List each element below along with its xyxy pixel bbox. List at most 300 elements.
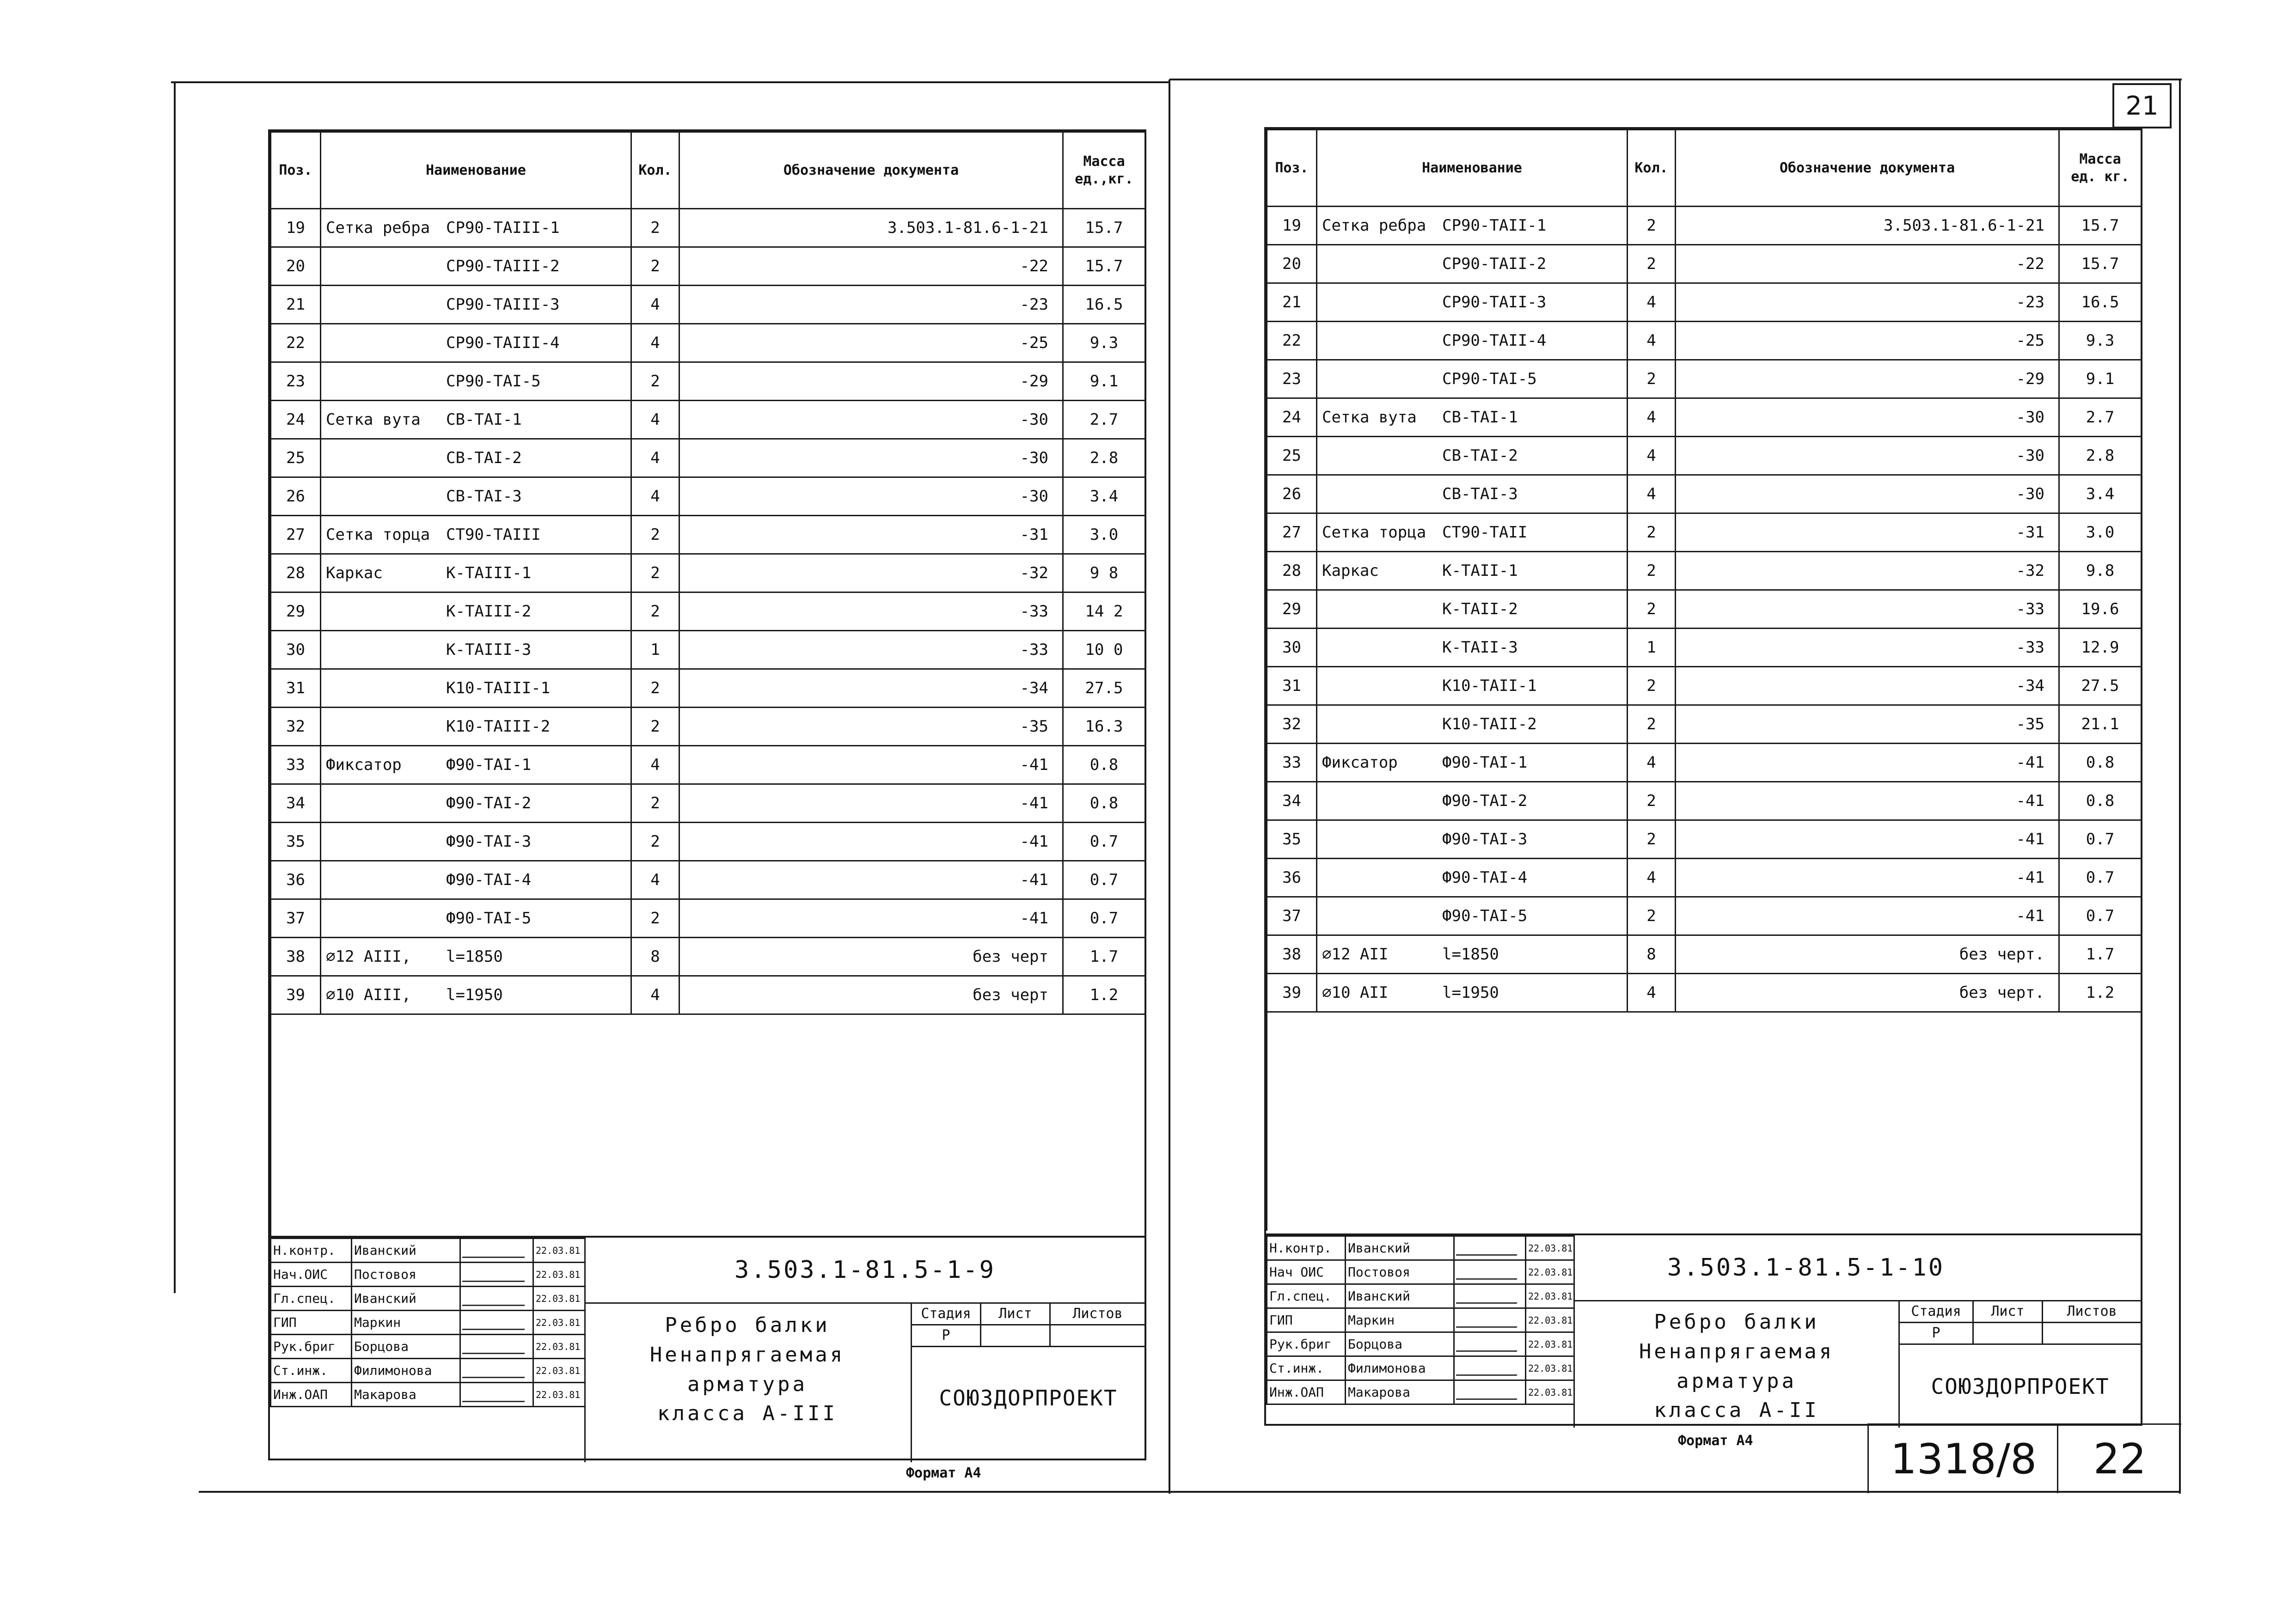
row-pos: 26 — [1267, 475, 1317, 513]
row-mass: 9.3 — [1063, 324, 1145, 362]
row-mass: 3.0 — [2059, 513, 2142, 552]
row-mass: 2.8 — [1063, 439, 1145, 477]
spec-row — [1267, 590, 2142, 629]
row-mass: 16.5 — [1063, 286, 1145, 324]
row-doc: -33 — [679, 631, 1063, 669]
spec-row — [1267, 322, 2142, 360]
signature — [460, 1287, 533, 1311]
row-pos: 32 — [1267, 705, 1317, 744]
row-mark: СР90-ТАII-2 — [1442, 255, 1547, 273]
signer-name: Постовоя — [352, 1263, 460, 1287]
row-pos: 29 — [1267, 590, 1317, 629]
header-pos: Поз. — [271, 132, 321, 209]
row-mark: l=1850 — [1442, 945, 1499, 964]
signature-row — [271, 1239, 585, 1263]
row-mark: К10-ТАII-2 — [1442, 715, 1537, 733]
sign-date: 22.03.81 — [1526, 1236, 1574, 1260]
signature — [1454, 1260, 1526, 1284]
row-doc: -30 — [1676, 437, 2059, 475]
signature-row — [271, 1263, 585, 1287]
signer-role: Рук.бриг — [1267, 1332, 1346, 1356]
row-mass: 16.3 — [1063, 708, 1145, 746]
row-name — [1317, 398, 1628, 437]
row-doc: -41 — [679, 746, 1063, 784]
header-pos: Поз. — [1267, 130, 1317, 207]
row-name — [321, 861, 631, 899]
row-mark: СВ-ТАI-3 — [446, 487, 522, 506]
left-doc-code: 3.503.1-81.5-1-9 — [734, 1256, 996, 1284]
row-qty: 4 — [1628, 398, 1676, 437]
sign-date: 22.03.81 — [533, 1359, 585, 1383]
header-mass: Масса ед.,кг. — [1063, 132, 1145, 209]
row-mass: 12.9 — [2059, 629, 2142, 667]
row-doc: -29 — [1676, 360, 2059, 398]
row-qty: 4 — [631, 976, 679, 1014]
row-mark: СР90-ТАIII-2 — [446, 257, 560, 275]
row-name — [321, 401, 631, 439]
row-group: Фиксатор — [326, 756, 402, 774]
spec-row — [271, 362, 1145, 401]
sign-date: 22.03.81 — [533, 1263, 585, 1287]
left-org-name: СОЮЗДОРПРОЕКТ — [939, 1386, 1118, 1410]
row-mark: СР90-ТАI-5 — [1442, 370, 1537, 388]
header-mass: Масса ед. кг. — [2059, 130, 2142, 207]
row-pos: 35 — [271, 823, 321, 861]
stage-value: Р — [1899, 1323, 1973, 1344]
signature — [1454, 1308, 1526, 1332]
row-mass: 21.1 — [2059, 705, 2142, 744]
spec-row — [271, 209, 1145, 247]
row-pos: 22 — [1267, 322, 1317, 360]
row-name — [321, 439, 631, 477]
row-mark: СР90-ТАII-3 — [1442, 293, 1547, 311]
spec-row — [1267, 437, 2142, 475]
sheets-label: Листов — [1050, 1303, 1145, 1325]
row-pos: 30 — [1267, 629, 1317, 667]
row-doc: -31 — [679, 516, 1063, 554]
signer-role: ГИП — [271, 1311, 352, 1335]
right-signatures-grid — [1266, 1235, 1575, 1405]
spec-row — [1267, 245, 2142, 283]
row-name — [321, 554, 631, 592]
spec-row — [271, 554, 1145, 592]
row-mark: К-ТАIII-2 — [446, 602, 532, 621]
left-format-label: Формат А4 — [906, 1465, 981, 1481]
row-group: Сетка вута — [1322, 408, 1417, 427]
page-number-top: 21 — [2112, 83, 2172, 128]
spec-row — [271, 477, 1145, 516]
row-qty: 4 — [1628, 437, 1676, 475]
row-mass: 0.8 — [2059, 744, 2142, 782]
sign-date: 22.03.81 — [1526, 1332, 1574, 1356]
row-qty: 2 — [1628, 360, 1676, 398]
sign-date: 22.03.81 — [1526, 1284, 1574, 1308]
row-pos: 20 — [271, 247, 321, 286]
row-qty: 4 — [631, 324, 679, 362]
row-group: ∅12 АII — [1322, 945, 1389, 964]
frame-line-left — [174, 82, 176, 1293]
right-spec-table — [1266, 129, 2142, 1231]
signer-name: Макарова — [352, 1383, 460, 1407]
row-pos: 22 — [271, 324, 321, 362]
row-mark: К-ТАII-3 — [1442, 638, 1518, 657]
row-name — [321, 631, 631, 669]
row-qty: 4 — [631, 286, 679, 324]
row-pos: 38 — [271, 938, 321, 976]
row-mark: l=1950 — [1442, 983, 1499, 1002]
row-mark: СР90-ТАIII-4 — [446, 334, 560, 352]
row-mark: СВ-ТАI-1 — [446, 410, 522, 429]
row-group: ∅10 АII — [1322, 983, 1389, 1002]
signer-role: ГИП — [1267, 1308, 1346, 1332]
signer-role: Н.контр. — [271, 1239, 352, 1263]
header-qty: Кол. — [1628, 130, 1676, 207]
row-mass: 15.7 — [1063, 209, 1145, 247]
row-mark: СВ-ТАI-3 — [1442, 485, 1518, 503]
row-name — [321, 477, 631, 516]
row-mark: К-ТАIII-3 — [446, 641, 532, 659]
row-doc: без черт — [679, 976, 1063, 1014]
row-qty: 1 — [1628, 629, 1676, 667]
row-name — [1317, 322, 1628, 360]
row-pos: 39 — [271, 976, 321, 1014]
signature — [1454, 1236, 1526, 1260]
row-doc: -23 — [1676, 283, 2059, 322]
signer-role: Нач ОИС — [1267, 1260, 1346, 1284]
row-doc: -25 — [1676, 322, 2059, 360]
row-mass: 15.7 — [1063, 247, 1145, 286]
row-mass: 3.0 — [1063, 516, 1145, 554]
sheet-label: Лист — [981, 1303, 1050, 1325]
row-mass: 2.7 — [1063, 401, 1145, 439]
spec-row — [1267, 744, 2142, 782]
row-mark: Ф90-ТАI-2 — [1442, 792, 1528, 810]
row-pos: 39 — [1267, 974, 1317, 1012]
row-qty: 4 — [631, 746, 679, 784]
row-doc: -41 — [679, 899, 1063, 938]
row-doc: 3.503.1-81.6-1-21 — [1676, 207, 2059, 245]
signature-row — [1267, 1332, 1574, 1356]
row-name — [321, 938, 631, 976]
row-mark: Ф90-ТАI-4 — [446, 871, 532, 889]
row-doc: -33 — [679, 592, 1063, 631]
signer-role: Н.контр. — [1267, 1236, 1346, 1260]
signer-role: Ст.инж. — [1267, 1356, 1346, 1380]
spec-row — [271, 861, 1145, 899]
right-drawing-title: Ребро балки Ненапрягаемая арматура класса А-II — [1639, 1310, 1835, 1423]
row-qty: 2 — [1628, 245, 1676, 283]
row-qty: 2 — [1628, 552, 1676, 590]
row-pos: 34 — [271, 784, 321, 823]
frame-line-top-left — [171, 81, 1169, 83]
row-mark: Ф90-ТАI-5 — [446, 909, 532, 928]
left-signatures-grid — [270, 1238, 586, 1407]
signature-row — [271, 1359, 585, 1383]
row-doc: -35 — [1676, 705, 2059, 744]
spec-row — [1267, 360, 2142, 398]
row-pos: 36 — [271, 861, 321, 899]
left-spec-table — [270, 131, 1146, 1264]
right-title-block — [1266, 1233, 2141, 1428]
row-qty: 4 — [631, 861, 679, 899]
header-doc: Обозначение документа — [1676, 130, 2059, 207]
row-pos: 24 — [271, 401, 321, 439]
row-qty: 2 — [631, 592, 679, 631]
sign-date: 22.03.81 — [533, 1239, 585, 1263]
album-number: 1318/8 — [1867, 1423, 2058, 1493]
left-stage-table — [911, 1302, 1146, 1347]
row-name — [321, 669, 631, 708]
row-doc: без черт. — [1676, 935, 2059, 974]
row-pos: 35 — [1267, 820, 1317, 859]
row-qty: 2 — [631, 209, 679, 247]
signer-name: Макарова — [1346, 1380, 1454, 1404]
signature-row — [1267, 1260, 1574, 1284]
signature — [460, 1359, 533, 1383]
row-pos: 34 — [1267, 782, 1317, 820]
sign-date: 22.03.81 — [1526, 1308, 1574, 1332]
row-doc: -30 — [1676, 398, 2059, 437]
row-qty: 2 — [631, 516, 679, 554]
row-doc: -22 — [1676, 245, 2059, 283]
signer-name: Постовоя — [1346, 1260, 1454, 1284]
header-name: Наименование — [321, 132, 631, 209]
frame-line-center — [1169, 79, 1170, 1494]
spec-row — [1267, 629, 2142, 667]
signature-row — [1267, 1356, 1574, 1380]
spec-row — [271, 899, 1145, 938]
left-title-block — [270, 1236, 1144, 1462]
row-pos: 20 — [1267, 245, 1317, 283]
row-pos: 33 — [271, 746, 321, 784]
row-doc: 3.503.1-81.6-1-21 — [679, 209, 1063, 247]
row-mass: 0.7 — [1063, 861, 1145, 899]
row-qty: 1 — [631, 631, 679, 669]
row-name — [1317, 782, 1628, 820]
row-name — [1317, 705, 1628, 744]
spec-row — [271, 592, 1145, 631]
row-doc: -30 — [679, 401, 1063, 439]
row-doc: -41 — [679, 784, 1063, 823]
row-pos: 19 — [1267, 207, 1317, 245]
row-group: Фиксатор — [1322, 753, 1398, 772]
row-doc: -41 — [1676, 897, 2059, 935]
row-name — [321, 247, 631, 286]
row-group: Сетка вута — [326, 410, 421, 429]
signature-row — [1267, 1236, 1574, 1260]
row-name — [321, 899, 631, 938]
row-pos: 31 — [271, 669, 321, 708]
spec-row — [1267, 935, 2142, 974]
row-mass: 0.8 — [2059, 782, 2142, 820]
row-qty: 2 — [1628, 667, 1676, 705]
row-qty: 2 — [1628, 513, 1676, 552]
spec-row — [271, 286, 1145, 324]
row-mark: l=1950 — [446, 986, 503, 1004]
row-qty: 2 — [1628, 590, 1676, 629]
row-name — [1317, 629, 1628, 667]
row-qty: 4 — [631, 439, 679, 477]
row-mass: 2.7 — [2059, 398, 2142, 437]
row-group: ∅10 АIII, — [326, 986, 411, 1004]
signer-role: Рук.бриг — [271, 1335, 352, 1359]
spec-row — [271, 708, 1145, 746]
left-drawing-title: Ребро балки Ненапрягаемая арматура класса А-III — [649, 1313, 845, 1426]
stage-value: Р — [912, 1325, 981, 1347]
spec-row — [271, 746, 1145, 784]
stage-label: Стадия — [912, 1303, 981, 1325]
row-pos: 32 — [271, 708, 321, 746]
signature-row — [1267, 1380, 1574, 1404]
header-doc: Обозначение документа — [679, 132, 1063, 209]
spec-row — [1267, 475, 2142, 513]
row-mass: 1.2 — [1063, 976, 1145, 1014]
row-group: Каркас — [1322, 562, 1379, 580]
row-mass: 0.7 — [1063, 899, 1145, 938]
spec-row — [1267, 207, 2142, 245]
signer-name: Иванский — [352, 1239, 460, 1263]
row-mass: 16.5 — [2059, 283, 2142, 322]
row-qty: 2 — [631, 362, 679, 401]
sign-date: 22.03.81 — [533, 1335, 585, 1359]
row-pos: 19 — [271, 209, 321, 247]
row-doc: -33 — [1676, 590, 2059, 629]
row-mass: 1.7 — [1063, 938, 1145, 976]
row-pos: 21 — [1267, 283, 1317, 322]
row-doc: без черт — [679, 938, 1063, 976]
row-mark: Ф90-ТАI-3 — [1442, 830, 1528, 849]
row-pos: 29 — [271, 592, 321, 631]
signature-row — [271, 1335, 585, 1359]
signature-row — [271, 1311, 585, 1335]
row-qty: 4 — [1628, 744, 1676, 782]
row-doc: -30 — [679, 477, 1063, 516]
row-mark: К-ТАIII-1 — [446, 564, 532, 582]
row-qty: 4 — [1628, 859, 1676, 897]
signer-role: Нач.ОИС — [271, 1263, 352, 1287]
row-mark: Ф90-ТАI-2 — [446, 794, 532, 812]
row-qty: 8 — [631, 938, 679, 976]
spec-row — [271, 631, 1145, 669]
row-group: Сетка ребра — [326, 219, 430, 237]
row-pos: 24 — [1267, 398, 1317, 437]
row-pos: 25 — [1267, 437, 1317, 475]
row-doc: -41 — [1676, 744, 2059, 782]
signer-name: Филимонова — [352, 1359, 460, 1383]
row-pos: 26 — [271, 477, 321, 516]
row-pos: 28 — [271, 554, 321, 592]
row-group: Сетка торца — [326, 525, 430, 544]
row-qty: 4 — [1628, 475, 1676, 513]
row-pos: 28 — [1267, 552, 1317, 590]
signature — [460, 1335, 533, 1359]
signer-name: Маркин — [1346, 1308, 1454, 1332]
row-name — [1317, 513, 1628, 552]
row-mass: 14 2 — [1063, 592, 1145, 631]
signer-name: Иванский — [352, 1287, 460, 1311]
signature-row — [271, 1383, 585, 1407]
row-pos: 31 — [1267, 667, 1317, 705]
row-mark: Ф90-ТАI-4 — [1442, 868, 1528, 887]
sign-date: 22.03.81 — [533, 1383, 585, 1407]
signature — [460, 1383, 533, 1407]
row-name — [321, 708, 631, 746]
row-group: Сетка ребра — [1322, 216, 1426, 235]
row-qty: 2 — [631, 899, 679, 938]
row-name — [321, 286, 631, 324]
signer-name: Маркин — [352, 1311, 460, 1335]
row-group: ∅12 АIII, — [326, 947, 411, 966]
row-qty: 2 — [1628, 897, 1676, 935]
row-doc: -34 — [679, 669, 1063, 708]
spec-row — [1267, 552, 2142, 590]
row-name — [1317, 590, 1628, 629]
row-mark: Ф90-ТАI-5 — [1442, 907, 1528, 925]
row-mass: 9.1 — [1063, 362, 1145, 401]
row-group: Каркас — [326, 564, 383, 582]
row-mark: Ф90-ТАI-1 — [1442, 753, 1528, 772]
row-name — [1317, 744, 1628, 782]
row-name — [1317, 974, 1628, 1012]
row-mark: СР90-ТАI-5 — [446, 372, 541, 391]
row-mark: К-ТАII-1 — [1442, 562, 1518, 580]
row-mark: СР90-ТАIII-3 — [446, 295, 560, 314]
spec-empty-row — [271, 1014, 1145, 1265]
signer-role: Гл.спец. — [271, 1287, 352, 1311]
row-doc: -41 — [1676, 782, 2059, 820]
spec-empty-row — [1267, 1012, 2142, 1231]
row-mass: 27.5 — [1063, 669, 1145, 708]
row-mark: СТ90-ТАIII — [446, 525, 541, 544]
row-qty: 4 — [631, 477, 679, 516]
frame-line-right — [2179, 79, 2181, 1494]
row-mass: 9.8 — [2059, 552, 2142, 590]
row-doc: -33 — [1676, 629, 2059, 667]
signer-role: Ст.инж. — [271, 1359, 352, 1383]
signer-name: Филимонова — [1346, 1356, 1454, 1380]
row-mark: СВ-ТАI-2 — [446, 449, 522, 467]
row-qty: 2 — [631, 784, 679, 823]
signer-name: Борцова — [352, 1335, 460, 1359]
row-mark: К10-ТАIII-2 — [446, 717, 551, 736]
sheet-label: Лист — [1973, 1301, 2043, 1323]
spec-row — [271, 938, 1145, 976]
row-qty: 8 — [1628, 935, 1676, 974]
row-name — [321, 784, 631, 823]
row-mass: 27.5 — [2059, 667, 2142, 705]
signature — [460, 1263, 533, 1287]
row-mass: 10 0 — [1063, 631, 1145, 669]
row-mark: СР90-ТАIII-1 — [446, 219, 560, 237]
signer-name: Иванский — [1346, 1284, 1454, 1308]
row-doc: -41 — [1676, 820, 2059, 859]
spec-row — [271, 784, 1145, 823]
signature-row — [271, 1287, 585, 1311]
row-mass: 15.7 — [2059, 207, 2142, 245]
row-qty: 2 — [631, 554, 679, 592]
row-qty: 2 — [1628, 705, 1676, 744]
sign-date: 22.03.81 — [1526, 1356, 1574, 1380]
row-pos: 33 — [1267, 744, 1317, 782]
row-mass: 0.8 — [1063, 784, 1145, 823]
row-mass: 0.7 — [2059, 897, 2142, 935]
row-mark: СВ-ТАI-1 — [1442, 408, 1518, 427]
signer-role: Инж.ОАП — [1267, 1380, 1346, 1404]
spec-row — [271, 247, 1145, 286]
row-doc: -30 — [679, 439, 1063, 477]
row-pos: 27 — [1267, 513, 1317, 552]
row-qty: 2 — [1628, 207, 1676, 245]
